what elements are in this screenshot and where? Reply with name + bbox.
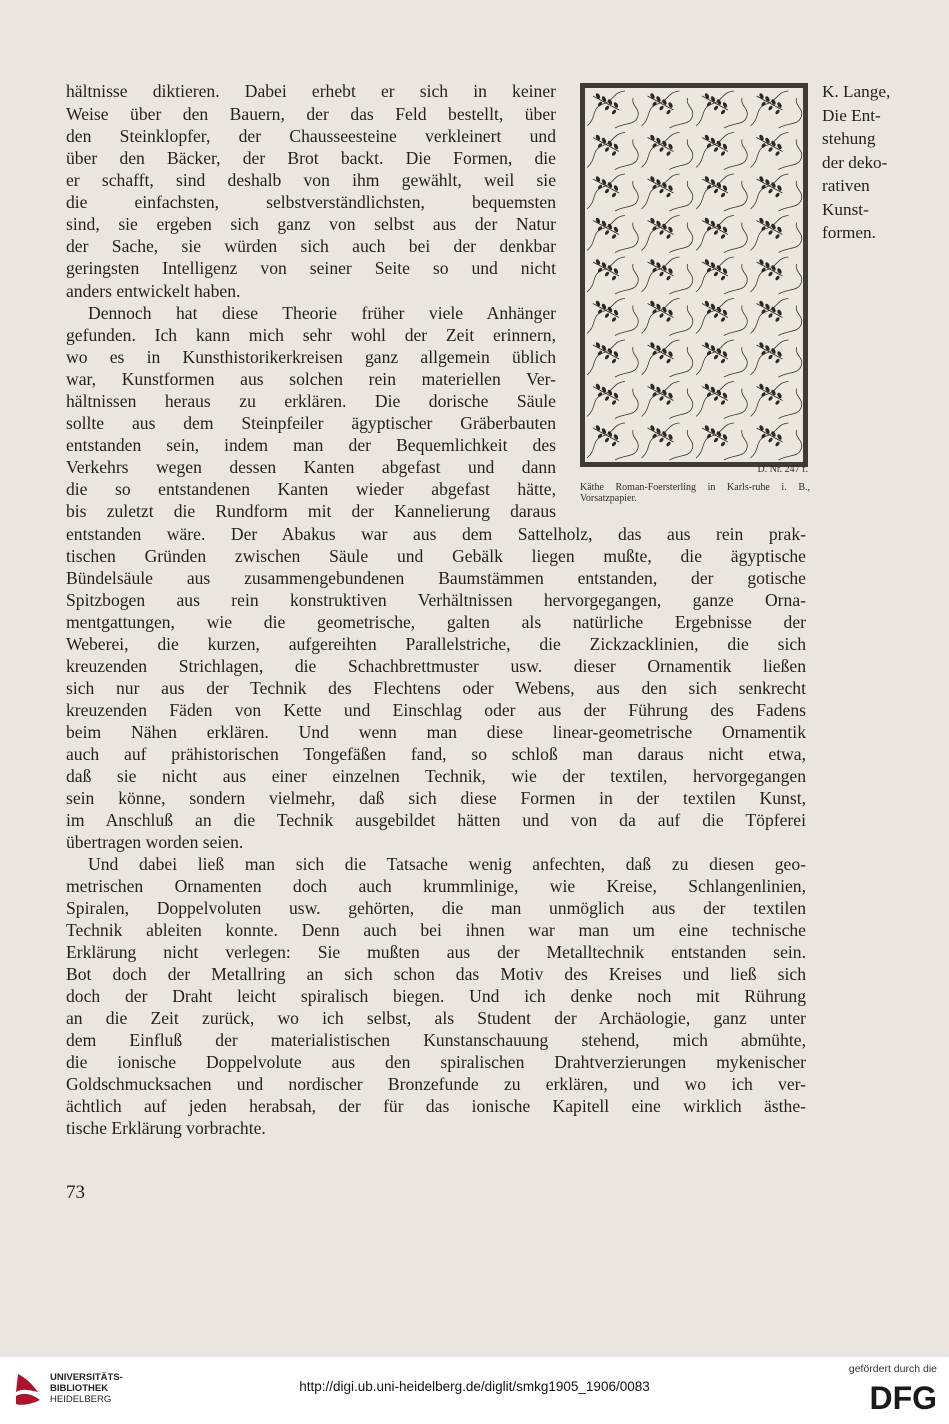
text-line: kreuzenden Fäden von Kette und Einschlag oder aus der Führung des Fadens: [66, 700, 806, 720]
text-line: tischen Gründen zwischen Säule und Gebälk liegen mußte, die ägyptische: [66, 546, 806, 566]
text-line: anders entwickelt haben.: [66, 281, 241, 301]
page-number: 73: [66, 1182, 85, 1203]
text-line: Technik ableiten konnte. Denn auch bei ihnen war man um eine technische: [66, 920, 806, 940]
text-line: Und dabei ließ man sich die Tatsache wenig anfechten, daß zu diesen geo-: [88, 854, 806, 874]
text-line: Verkehrs wegen dessen Kanten abgefast und dann: [66, 457, 556, 477]
text-line: mentgattungen, wie die geometrische, galten als natürliche Ergebnisse der: [66, 612, 806, 632]
text-line: kreuzenden Strichlagen, die Schachbrettmuster usw. dieser Ornamentik ließen: [66, 656, 806, 676]
marginal-note-line: Kunst-: [822, 199, 869, 219]
text-line: an die Zeit zurück, wo ich selbst, als Student der Archäologie, ganz unter: [66, 1008, 806, 1028]
dfg-logo-text: DFG: [869, 1383, 937, 1413]
text-line: entstanden sein, indem man der Bequemlichkeit des: [66, 435, 556, 455]
text-line: metrischen Ornamenten doch auch krummlinige, wie Kreise, Schlangenlinien,: [66, 876, 806, 896]
text-line: Erklärung nicht verlegen: Sie mußten aus der Metalltechnik entstanden sein.: [66, 942, 806, 962]
text-line: Dennoch hat diese Theorie früher viele Anhänger: [88, 303, 556, 323]
text-line: die ionische Doppelvolute aus den spiralischen Drahtverzierungen mykenischer: [66, 1052, 806, 1072]
marginal-note-line: Die Ent-: [822, 105, 881, 125]
marginal-note-line: der deko-: [822, 152, 888, 172]
marginal-note-line: formen.: [822, 223, 876, 242]
text-line: den Steinklopfer, der Chausseesteine verkleinert und: [66, 126, 556, 146]
text-line: doch der Draht leicht spiralisch biegen. Und ich denke noch mit Rührung: [66, 986, 806, 1006]
figure-caption: Käthe Roman-Foersterling in Karls-ruhe i. B., Vorsatzpapier.: [580, 482, 810, 504]
text-line: im Anschluß an die Technik ausgebildet hätten und von da auf die Töpferei: [66, 810, 806, 830]
digitization-footer: [0, 1357, 949, 1424]
permalink-url[interactable]: http://digi.ub.uni-heidelberg.de/diglit/smkg1905_1906/0083: [299, 1379, 650, 1394]
text-line: geringsten Intelligenz von seiner Seite so und nicht: [66, 258, 556, 278]
text-line: Spitzbogen aus rein konstruktiven Verhältnissen hervorgegangen, ganze Orna-: [66, 590, 806, 610]
marginal-note-line: rativen: [822, 176, 870, 195]
marginal-note: [822, 80, 918, 245]
text-line: Spiralen, Doppelvoluten usw. gehörten, die man unmöglich aus der textilen: [66, 898, 806, 918]
text-line: daß sie nicht aus einer einzelnen Technik, wie der textilen, hervorgegangen: [66, 766, 806, 786]
text-line: entstanden wäre. Der Abakus war aus dem Sattelholz, das aus rein prak-: [66, 524, 806, 544]
text-line: war, Kunstformen aus solchen rein materiellen Ver-: [66, 369, 556, 389]
text-line: bis zuletzt die Rundform mit der Kannelierung daraus: [66, 501, 556, 521]
text-line: sind, sie ergeben sich ganz von selbst aus der Natur: [66, 214, 556, 234]
text-line: hältnissen heraus zu erklären. Die dorische Säule: [66, 391, 556, 411]
text-line: Bot doch der Metallring an sich schon das Motiv des Kreises und ließ sich: [66, 964, 806, 984]
text-line: die einfachsten, selbstverständlichsten, bequemsten: [66, 192, 556, 212]
text-line: über den Bäcker, der Brot backt. Die Formen, die: [66, 148, 556, 168]
marginal-note-line: stehung: [822, 129, 876, 148]
funding-note: gefördert durch die: [848, 1363, 937, 1375]
figure-number: D. Nr. 247 f.: [757, 464, 808, 475]
text-line: gefunden. Ich kann mich sehr wohl der Zeit erinnern,: [66, 325, 556, 345]
text-line: übertragen worden seien.: [66, 832, 244, 852]
text-line: Weberei, die kurzen, aufgereihten Parallelstriche, die Zickzacklinien, die sich: [66, 634, 806, 654]
text-line: sein könne, sondern vielmehr, daß sich diese Formen in der textilen Kunst,: [66, 788, 806, 808]
text-line: tische Erklärung vorbrachte.: [66, 1118, 266, 1138]
text-line: er schafft, sind deshalb von ihm gewählt, weil sie: [66, 170, 556, 190]
library-name-line: UNIVERSITÄTS-: [50, 1372, 123, 1383]
text-line: die so entstandenen Kanten wieder abgefast hätte,: [66, 479, 556, 499]
text-line: der Sache, sie würden sich auch bei der denkbar: [66, 236, 556, 256]
endpaper-pattern-illustration: [580, 83, 808, 467]
dfg-logo-icon: [853, 1383, 937, 1413]
text-line: sich nur aus der Technik des Flechtens oder Webens, aus den sich senkrecht: [66, 678, 806, 698]
library-name-line: BIBLIOTHEK: [50, 1383, 109, 1394]
library-name-line: HEIDELBERG: [50, 1394, 112, 1405]
text-line: hältnisse diktieren. Dabei erhebt er sich in keiner: [66, 81, 556, 101]
vine-pattern-image: [585, 88, 803, 462]
text-line: auch auf prähistorischen Tongefäßen fand, so schloß man daraus nicht etwa,: [66, 744, 806, 764]
text-line: wo es in Kunsthistorikerkreisen ganz allgemein üblich: [66, 347, 556, 367]
text-line: ächtlich auf jeden herabsah, der für das ionische Kapitell eine wirklich ästhe-: [66, 1096, 806, 1116]
text-line: sollte aus dem Steinpfeiler ägyptischer Gräberbauten: [66, 413, 556, 433]
text-line: dem Einfluß der materialistischen Kunstanschauung stehend, mich abmühte,: [66, 1030, 806, 1050]
text-line: Goldschmucksachen und nordischer Bronzefunde zu erklären, und wo ich ver-: [66, 1074, 806, 1094]
text-line: Weise über den Bauern, der das Feld bestellt, über: [66, 104, 556, 124]
text-line: Bündelsäule aus zusammengebundenen Baumstämmen entstanden, der gotische: [66, 568, 806, 588]
marginal-note-line: K. Lange,: [822, 82, 891, 101]
text-line: beim Nähen erklären. Und wenn man diese linear-geometrische Ornamentik: [66, 722, 806, 742]
